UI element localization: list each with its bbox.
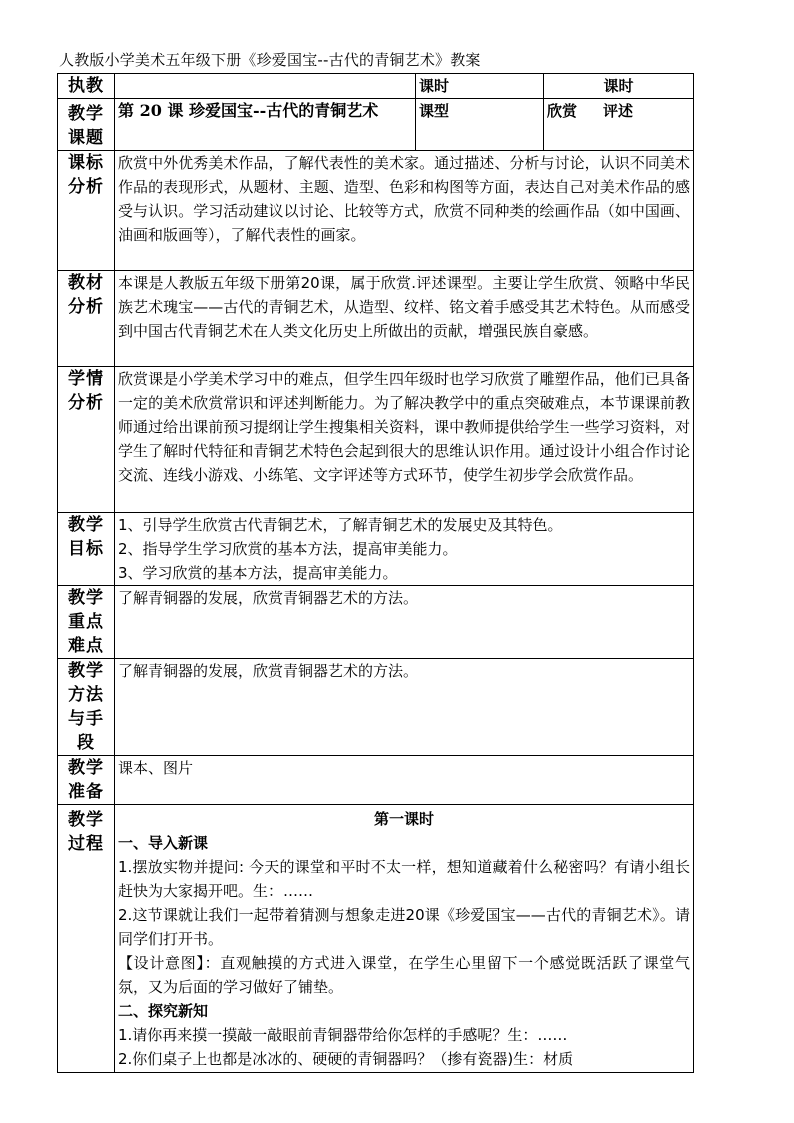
period-title: 第一课时 (373, 810, 434, 828)
row-materials (58, 271, 694, 367)
objective-item: 1、引导学生欣赏古代青铜艺术，了解青铜艺术的发展史及其特色。 (118, 516, 563, 534)
process-paragraph: 1.请你再来摸一摸敲一敲眼前青铜器带给你怎样的手感呢？生：…… (118, 1026, 568, 1044)
row-preparation (58, 756, 694, 805)
objectives-list (115, 513, 694, 586)
row-process (58, 805, 694, 1073)
row-label: 教学方法与手段 (58, 659, 115, 756)
period-label: 课时 (416, 74, 544, 99)
design-intent: 【设计意图】：直观触摸的方式进入课堂，在学生心里留下一个感觉既活跃了课堂气氛，又为后面的学习做好了铺垫。 (118, 954, 690, 996)
learner-analysis: 欣赏课是小学美术学习中的难点，但学生四年级时也学习欣赏了雕塑作品，他们已具备一定的美术欣赏常识和评述判断能力。为了解决教学中的重点突破难点，本节课课前教师通过给出课前预习提纲让学生搜集相关资料，课中教师提供给学生一些学习资料，对学生了解时代特征和青铜艺术特色会起到很大的思维认识作用。通过设计小组合作讨论交流、连线小游戏、小练笔、文字评述等方式环节，使学生初步学会欣赏作品。 (115, 367, 694, 513)
key-points: 了解青铜器的发展，欣赏青铜器艺术的方法。 (115, 586, 694, 659)
row-label: 教学重点难点 (58, 586, 115, 659)
topic-label: 教学课题 (58, 99, 115, 151)
curriculum-analysis: 欣赏中外优秀美术作品，了解代表性的美术家。通过描述、分析与讨论，认识不同美术作品的表现形式，从题材、主题、造型、色彩和构图等方面，表达自己对美术作品的感受与认识。学习活动建议以讨论、比较等方式，欣赏不同种类的绘画作品（如中国画、油画和版画等），了解代表性的画家。 (115, 151, 694, 271)
header-row (58, 74, 694, 99)
teaching-methods: 了解青铜器的发展，欣赏青铜器艺术的方法。 (115, 659, 694, 756)
row-label: 课标分析 (58, 151, 115, 271)
row-objectives (58, 513, 694, 586)
teacher-value (115, 74, 416, 99)
materials-analysis: 本课是人教版五年级下册第20课，属于欣赏.评述课型。主要让学生欣赏、领略中华民族艺术瑰宝——古代的青铜艺术，从造型、纹样、铭文着手感受其艺术特色。从而感受到中国古代青铜艺术在人类文化历史上所做出的贡献，增强民族自豪感。 (115, 271, 694, 367)
row-label: 教学目标 (58, 513, 115, 586)
row-keypoints (58, 586, 694, 659)
lesson-type-commentary: 评述 (603, 102, 634, 120)
lesson-type-values (544, 99, 694, 151)
teaching-process (115, 805, 694, 1073)
row-label: 教学过程 (58, 805, 115, 1073)
section-heading: 一、导入新课 (118, 834, 209, 852)
lesson-title: 第 20 课 珍爱国宝--古代的青铜艺术 (115, 99, 416, 151)
teacher-label: 执教 (58, 74, 115, 99)
row-label: 教材分析 (58, 271, 115, 367)
document-title: 人教版小学美术五年级下册《珍爱国宝--古代的青铜艺术》教案 (59, 51, 481, 69)
objective-item: 3、学习欣赏的基本方法，提高审美能力。 (118, 564, 398, 582)
row-label: 教学准备 (58, 756, 115, 805)
row-methods (58, 659, 694, 756)
process-paragraph: 1.摆放实物并提问: 今天的课堂和平时不太一样，想知道藏着什么秘密吗？有请小组长赶快为大家揭开吧。生：…… (118, 858, 690, 900)
row-label: 学情分析 (58, 367, 115, 513)
process-paragraph: 2.这节课就让我们一起带着猜测与想象走进20课《珍爱国宝——古代的青铜艺术》。请同学们打开书。 (118, 906, 690, 948)
lesson-plan-table (57, 73, 694, 1073)
section-heading: 二、探究新知 (118, 1002, 209, 1020)
objective-item: 2、指导学生学习欣赏的基本方法，提高审美能力。 (118, 540, 458, 558)
lesson-type-appreciation: 欣赏 (547, 102, 578, 120)
lesson-type-label: 课型 (416, 99, 544, 151)
teaching-preparation: 课本、图片 (115, 756, 694, 805)
row-learners (58, 367, 694, 513)
topic-row (58, 99, 694, 151)
period-value: 课时 (544, 74, 694, 99)
process-paragraph: 2.你们桌子上也都是冰冰的、硬硬的青铜器吗？（掺有瓷器)生：材质 (118, 1050, 574, 1068)
row-curriculum (58, 151, 694, 271)
